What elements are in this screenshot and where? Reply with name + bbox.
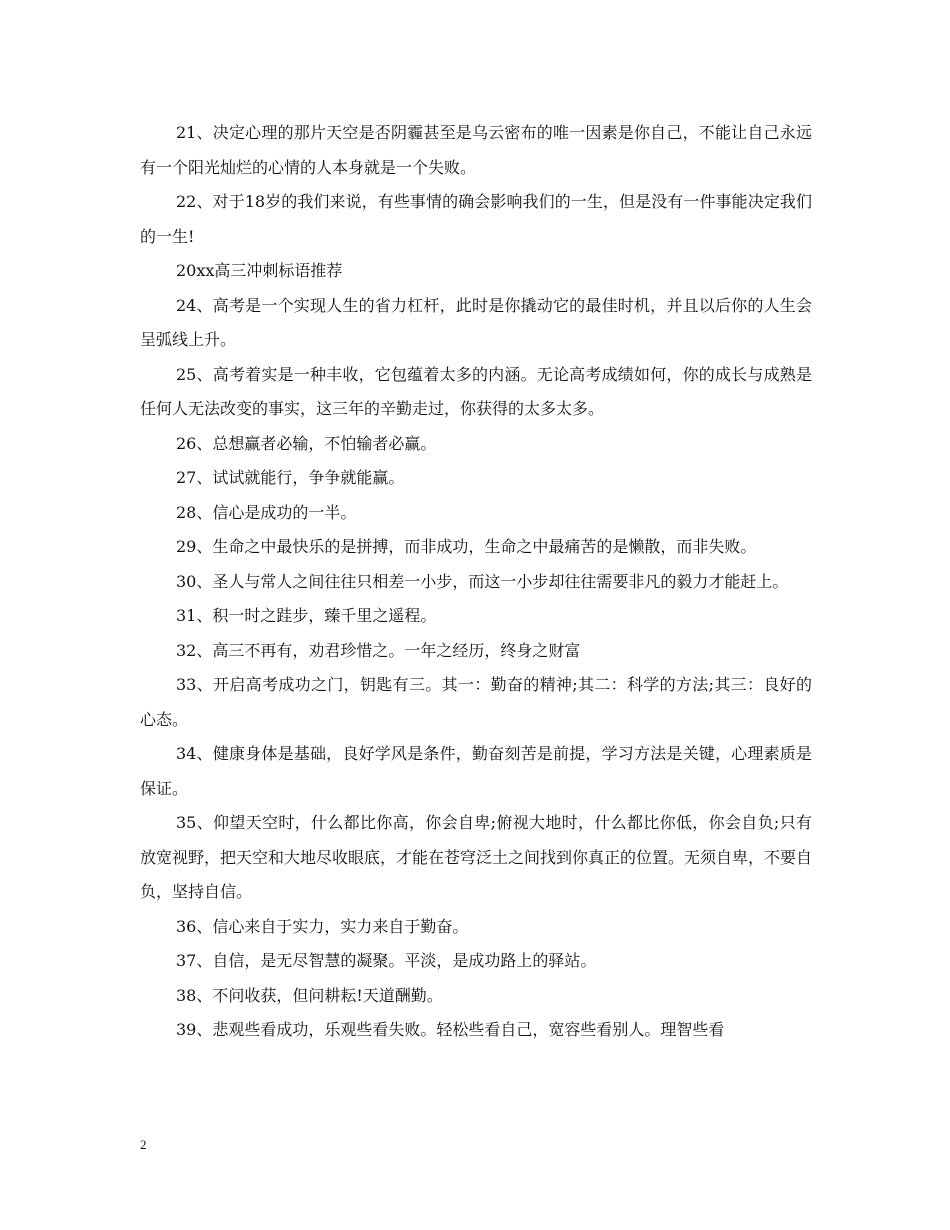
paragraph-28: 28、信心是成功的一半。 [176, 502, 357, 522]
paragraph-22: 22、对于18岁的我们来说，有些事情的确会影响我们的一生，但是没有一件事能决定我们的一生! [140, 192, 812, 246]
paragraph-32: 32、高三不再有，劝君珍惜之。一年之经历，终身之财富 [176, 640, 581, 660]
document-body [140, 116, 812, 1048]
page-number: 2 [140, 1137, 147, 1152]
paragraph-31: 31、积一时之跬步，臻千里之遥程。 [176, 606, 437, 625]
section-heading: 20xx高三冲刺标语推荐 [176, 261, 343, 280]
paragraph-34: 34、健康身体是基础，良好学风是条件，勤奋刻苦是前提，学习方法是关键，心理素质是保证。 [140, 744, 812, 798]
paragraph-27: 27、试试就能行，争争就能赢。 [176, 468, 405, 487]
paragraph-33: 33、开启高考成功之门，钥匙有三。其一：勤奋的精神;其二：科学的方法;其三：良好的心态。 [140, 675, 812, 729]
paragraph-21: 21、决定心理的那片天空是否阴霾甚至是乌云密布的唯一因素是你自己，不能让自己永远有一个阳光灿烂的心情的人本身就是一个失败。 [140, 123, 812, 177]
paragraph-37: 37、自信，是无尽智慧的凝聚。平淡，是成功路上的驿站。 [176, 951, 597, 970]
paragraph-30: 30、圣人与常人之间往往只相差一小步，而这一小步却往往需要非凡的毅力才能赶上。 [176, 571, 789, 591]
paragraph-24: 24、高考是一个实现人生的省力杠杆，此时是你撬动它的最佳时机，并且以后你的人生会呈弧线上升。 [140, 295, 812, 349]
paragraph-29: 29、生命之中最快乐的是拼搏，而非成功，生命之中最痛苦的是懒散，而非失败。 [176, 537, 757, 556]
paragraph-36: 36、信心来自于实力，实力来自于勤奋。 [176, 916, 469, 936]
paragraph-35: 35、仰望天空时，什么都比你高，你会自卑;俯视大地时，什么都比你低，你会自负;只有放宽视野，把天空和大地尽收眼底，才能在苍穹泛土之间找到你真正的位置。无须自卑，不要自负，坚持自信。 [140, 813, 813, 901]
paragraph-38: 38、不问收获，但问耕耘!天道酬勤。 [176, 985, 443, 1005]
paragraph-39: 39、悲观些看成功，乐观些看失败。轻松些看自己，宽容些看别人。理智些看 [176, 1020, 725, 1039]
paragraph-26: 26、总想赢者必输，不怕输者必赢。 [176, 433, 437, 453]
paragraph-25: 25、高考着实是一种丰收，它包蕴着太多的内涵。无论高考成绩如何，你的成长与成熟是任何人无法改变的事实，这三年的辛勤走过，你获得的太多太多。 [140, 364, 812, 418]
